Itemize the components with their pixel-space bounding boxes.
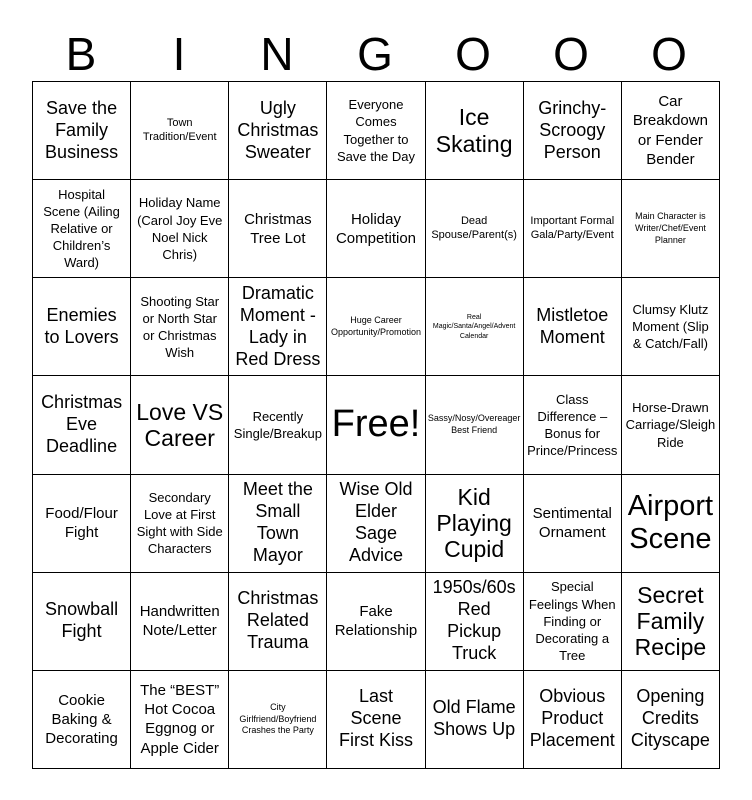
bingo-cell[interactable]: Enemies to Lovers	[33, 278, 131, 376]
bingo-cell[interactable]: Important Formal Gala/Party/Event	[524, 180, 622, 278]
bingo-cell[interactable]: Sentimental Ornament	[524, 475, 622, 573]
bingo-cell[interactable]: Secret Family Recipe	[622, 573, 720, 671]
header-letter-g: G	[357, 28, 393, 80]
bingo-cell[interactable]: Dramatic Moment - Lady in Red Dress	[229, 278, 327, 376]
header-letter-i: I	[172, 28, 186, 80]
bingo-cell[interactable]: Special Feelings When Finding or Decorating a Tree	[524, 573, 622, 671]
header-letter-o3: O	[651, 28, 687, 80]
bingo-cell[interactable]: Meet the Small Town Mayor	[229, 475, 327, 573]
bingo-cell[interactable]: Main Character is Writer/Chef/Event Planner	[622, 180, 720, 278]
bingo-cell[interactable]: Real Magic/Santa/Angel/Advent Calendar	[426, 278, 524, 376]
bingo-cell[interactable]: Dead Spouse/Parent(s)	[426, 180, 524, 278]
bingo-cell[interactable]: Grinchy-Scroogy Person	[524, 82, 622, 180]
bingo-cell[interactable]: Kid Playing Cupid	[426, 475, 524, 573]
bingo-cell[interactable]: Ugly Christmas Sweater	[229, 82, 327, 180]
bingo-cell[interactable]: Airport Scene	[622, 475, 720, 573]
bingo-cell[interactable]: Snowball Fight	[33, 573, 131, 671]
bingo-cell[interactable]: City Girlfriend/Boyfriend Crashes the Party	[229, 671, 327, 769]
bingo-cell[interactable]: The “BEST” Hot Cocoa Eggnog or Apple Cider	[131, 671, 229, 769]
bingo-header	[32, 26, 720, 82]
bingo-cell[interactable]: Car Breakdown or Fender Bender	[622, 82, 720, 180]
bingo-cell[interactable]: Last Scene First Kiss	[327, 671, 425, 769]
header-letter-o2: O	[553, 28, 589, 80]
bingo-cell[interactable]: Horse-Drawn Carriage/Sleigh Ride	[622, 376, 720, 474]
bingo-cell[interactable]: Everyone Comes Together to Save the Day	[327, 82, 425, 180]
bingo-cell[interactable]: Opening Credits Cityscape	[622, 671, 720, 769]
bingo-grid	[32, 81, 720, 769]
header-letter-b: B	[65, 28, 97, 80]
bingo-cell-free[interactable]: Free!	[327, 376, 425, 474]
bingo-cell[interactable]: Recently Single/Breakup	[229, 376, 327, 474]
bingo-cell[interactable]: Sassy/Nosy/Overeager Best Friend	[426, 376, 524, 474]
bingo-cell[interactable]: Love VS Career	[131, 376, 229, 474]
bingo-cell[interactable]: Ice Skating	[426, 82, 524, 180]
bingo-cell[interactable]: Hospital Scene (Ailing Relative or Children’s Ward)	[33, 180, 131, 278]
bingo-cell[interactable]: Christmas Eve Deadline	[33, 376, 131, 474]
bingo-cell[interactable]: Holiday Name (Carol Joy Eve Noel Nick Chris)	[131, 180, 229, 278]
bingo-cell[interactable]: Clumsy Klutz Moment (Slip & Catch/Fall)	[622, 278, 720, 376]
bingo-cell[interactable]: Town Tradition/Event	[131, 82, 229, 180]
bingo-cell[interactable]: Handwritten Note/Letter	[131, 573, 229, 671]
bingo-cell[interactable]: Secondary Love at First Sight with Side Characters	[131, 475, 229, 573]
header-letter-o1: O	[455, 28, 491, 80]
bingo-cell[interactable]: 1950s/60s Red Pickup Truck	[426, 573, 524, 671]
bingo-cell[interactable]: Old Flame Shows Up	[426, 671, 524, 769]
bingo-cell[interactable]: Save the Family Business	[33, 82, 131, 180]
bingo-cell[interactable]: Food/Flour Fight	[33, 475, 131, 573]
header-letter-n: N	[260, 28, 294, 80]
bingo-cell[interactable]: Mistletoe Moment	[524, 278, 622, 376]
bingo-cell[interactable]: Christmas Tree Lot	[229, 180, 327, 278]
bingo-cell[interactable]: Wise Old Elder Sage Advice	[327, 475, 425, 573]
bingo-cell[interactable]: Cookie Baking & Decorating	[33, 671, 131, 769]
bingo-cell[interactable]: Obvious Product Placement	[524, 671, 622, 769]
bingo-cell[interactable]: Holiday Competition	[327, 180, 425, 278]
bingo-cell[interactable]: Christmas Related Trauma	[229, 573, 327, 671]
bingo-cell[interactable]: Huge Career Opportunity/Promotion	[327, 278, 425, 376]
bingo-cell[interactable]: Fake Relationship	[327, 573, 425, 671]
bingo-cell[interactable]: Shooting Star or North Star or Christmas Wish	[131, 278, 229, 376]
bingo-cell[interactable]: Class Difference – Bonus for Prince/Princess	[524, 376, 622, 474]
